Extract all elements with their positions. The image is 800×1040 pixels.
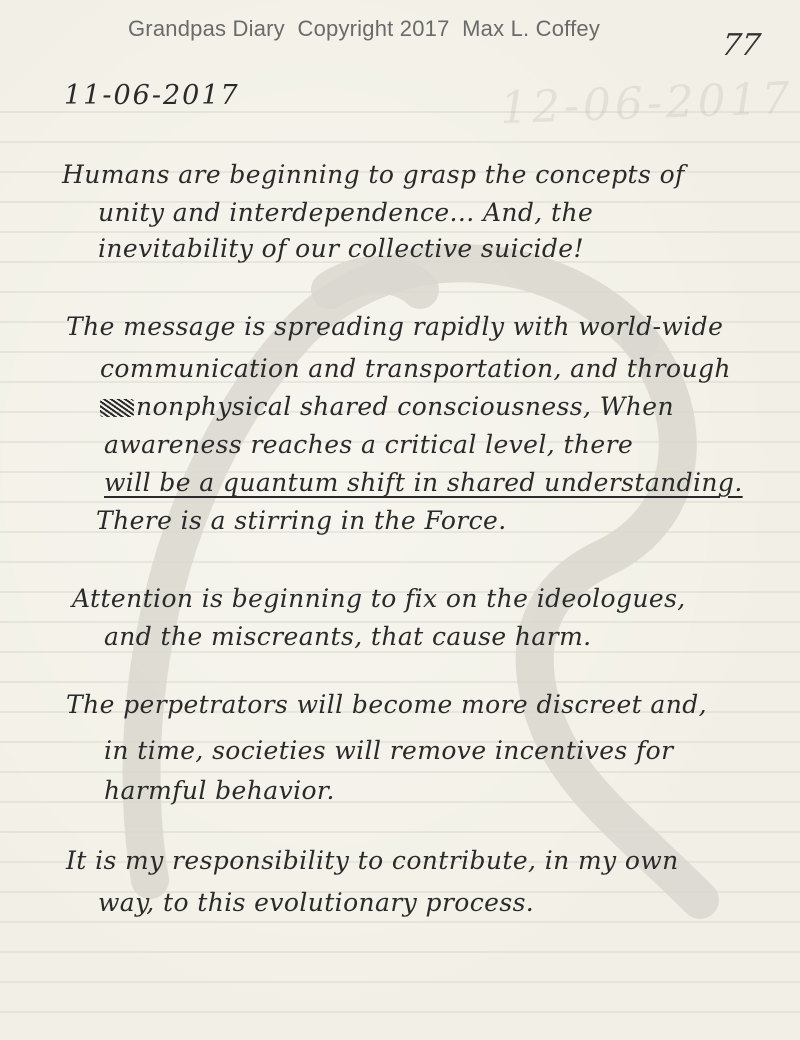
entry-line-text: nonphysical shared consciousness, When bbox=[136, 392, 674, 421]
entry-line: There is a stirring in the Force. bbox=[96, 506, 507, 535]
entry-line: awareness reaches a critical level, there bbox=[104, 430, 634, 459]
diary-title: Grandpas Diary Copyright 2017 Max L. Coffey bbox=[128, 16, 601, 41]
entry-line: It is my responsibility to contribute, in my own bbox=[66, 846, 679, 875]
entry-line-underlined: will be a quantum shift in shared understanding. bbox=[104, 468, 743, 497]
entry-line: communication and transportation, and through bbox=[100, 354, 731, 383]
entry-line: The perpetrators will become more discreet and, bbox=[66, 690, 707, 719]
entry-line-with-strikethrough bbox=[100, 392, 674, 421]
entry-line: way, to this evolutionary process. bbox=[98, 888, 535, 917]
entry-line: in time, societies will remove incentives for bbox=[104, 736, 674, 765]
entry-line: The message is spreading rapidly with world-wide bbox=[66, 312, 724, 341]
entry-date: 11-06-2017 bbox=[64, 80, 240, 111]
entry-line: inevitability of our collective suicide! bbox=[98, 234, 584, 263]
entry-line: harmful behavior. bbox=[104, 776, 335, 805]
bleed-through-date: 12-06-2017 bbox=[499, 72, 795, 135]
entry-line: and the miscreants, that cause harm. bbox=[104, 622, 592, 651]
strikethrough-scribble-icon bbox=[100, 399, 134, 417]
entry-line: Attention is beginning to fix on the ideologues, bbox=[72, 584, 686, 613]
entry-line: Humans are beginning to grasp the concepts of bbox=[62, 160, 685, 189]
page-number: 77 bbox=[719, 28, 763, 63]
entry-line: unity and interdependence... And, the bbox=[98, 198, 594, 227]
